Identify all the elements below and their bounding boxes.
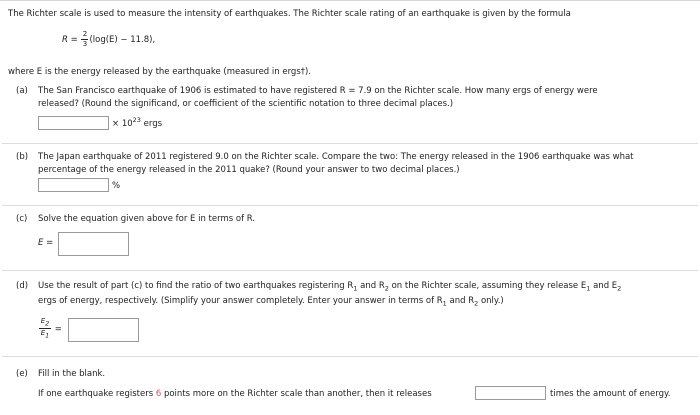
part-b-question-line2: percentage of the energy released in the 2011 quake? (Round your answer to two decimal places.) — [38, 165, 460, 175]
part-c-answer-input[interactable] — [58, 232, 129, 256]
subscript: 1 — [442, 299, 447, 308]
part-a-label: (a) — [16, 86, 28, 96]
subscript: 2 — [617, 284, 622, 293]
part-a-question-line1: The San Francisco earthquake of 1906 is estimated to have registered R = 7.9 on the Richter scale. How many ergs of energy were — [38, 86, 598, 96]
times-ten-text: × 10 — [112, 118, 133, 129]
ergs-unit: ergs — [143, 118, 163, 129]
part-b-label: (b) — [16, 152, 29, 162]
text-span: points more on the Richter scale than another, then it releases — [161, 389, 432, 399]
part-b-answer-input[interactable] — [38, 178, 109, 192]
fraction-numerator: 2 — [82, 30, 88, 38]
subscript: 2 — [384, 284, 389, 293]
part-c-answer-label: E = — [38, 238, 54, 248]
part-d-question-line1 — [38, 281, 621, 293]
part-e-prompt: Fill in the blank. — [38, 369, 106, 379]
part-a-question-line2: released? (Round the significand, or coefficient of the scientific notation to three decimal places.) — [38, 99, 454, 109]
part-e-sentence — [38, 389, 432, 399]
part-d-label: (d) — [16, 281, 29, 291]
ratio-equals: = — [54, 324, 62, 335]
percent-sign: % — [112, 181, 121, 191]
separator — [2, 356, 698, 357]
fraction-denominator: 3 — [82, 40, 88, 48]
text-span: and E — [590, 281, 618, 291]
ratio-fraction — [38, 318, 62, 340]
subscript: 1 — [586, 284, 591, 293]
highlighted-number: 6 — [155, 389, 162, 399]
formula-fraction — [81, 31, 88, 48]
intro-text: The Richter scale is used to measure the intensity of earthquakes. The Richter scale rating of an earthquake is given by the formula — [8, 9, 571, 19]
part-a-answer-input[interactable] — [38, 116, 109, 130]
subscript: 1 — [45, 331, 50, 340]
text-span: ergs of energy, respectively. (Simplify your answer completely. Enter your answer in terms of R — [38, 296, 443, 306]
formula-rhs: (log(E) − 11.8), — [89, 35, 156, 45]
ratio-denominator — [41, 330, 50, 339]
part-e-answer-input[interactable] — [475, 386, 546, 400]
e2-over-e1 — [39, 318, 51, 340]
where-text: where E is the energy released by the earthquake (measured in ergs†). — [8, 67, 312, 77]
ratio-numerator — [41, 318, 50, 327]
separator — [2, 205, 698, 206]
text-span: If one earthquake registers — [38, 389, 156, 399]
part-a-suffix — [112, 116, 162, 129]
text-span: and R — [357, 281, 385, 291]
formula-equals: = — [70, 35, 78, 45]
text-span: E — [40, 317, 46, 325]
subscript: 1 — [353, 284, 358, 293]
part-d-answer-input[interactable] — [68, 318, 139, 342]
part-e-label: (e) — [16, 369, 28, 379]
separator — [2, 143, 698, 144]
subscript: 2 — [45, 319, 50, 328]
part-c-question: Solve the equation given above for E in terms of R. — [38, 214, 256, 224]
formula-lhs: R — [62, 35, 68, 45]
richter-formula — [62, 31, 155, 48]
text-span: and R — [446, 296, 475, 306]
text-span: on the Richter scale, assuming they release E — [388, 281, 587, 291]
top-border — [0, 0, 700, 1]
part-c-label: (c) — [16, 214, 28, 224]
exponent-text: 23 — [132, 116, 141, 124]
part-e-sentence-end: times the amount of energy. — [550, 389, 671, 399]
text-span: Use the result of part (c) to find the ratio of two earthquakes registering R — [38, 281, 354, 291]
part-d-question-line2 — [38, 296, 504, 308]
subscript: 2 — [474, 299, 479, 308]
separator — [2, 270, 698, 271]
text-span: only.) — [478, 296, 504, 306]
text-span: E — [40, 329, 46, 338]
part-b-question-line1: The Japan earthquake of 2011 registered 9.0 on the Richter scale. Compare the two: The energy released in the 1906 earthquake was what — [38, 152, 634, 162]
